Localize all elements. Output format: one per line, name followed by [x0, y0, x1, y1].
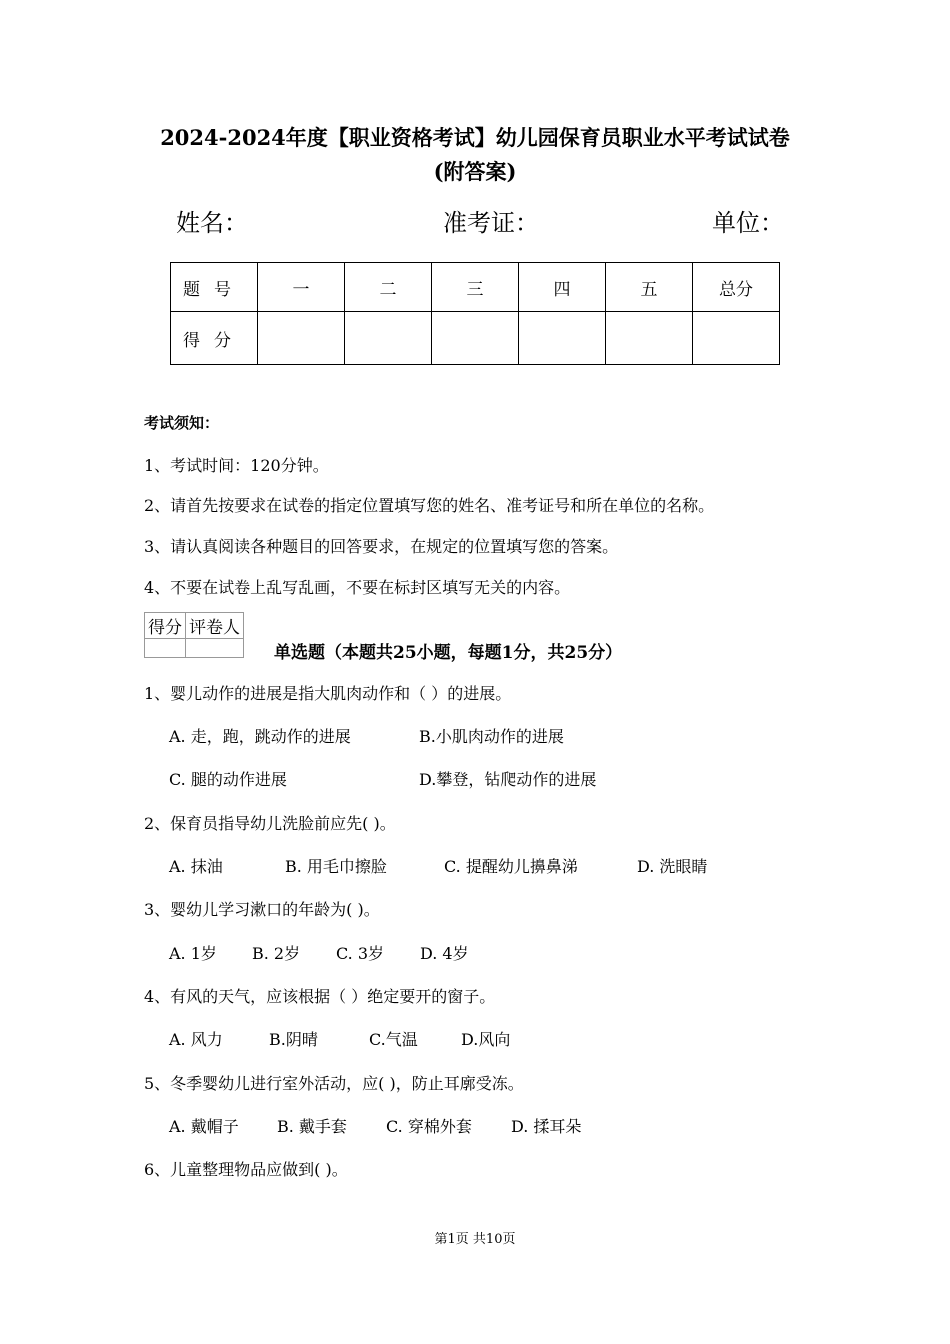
notice-heading: 考试须知：	[144, 414, 220, 432]
page-footer: 第1页 共10页	[434, 1232, 516, 1247]
answer-option[interactable]: C. 穿棉外套	[386, 1117, 472, 1136]
answer-option[interactable]: C. 提醒幼儿擤鼻涕	[444, 857, 578, 876]
exam-id-label: 准考证：	[443, 209, 539, 237]
exam-subtitle: (附答案)	[433, 159, 517, 184]
question-stem: 6、儿童整理物品应做到( )。	[144, 1160, 348, 1179]
score-blank-cell[interactable]	[606, 312, 693, 365]
answer-option[interactable]: A. 戴帽子	[169, 1117, 239, 1136]
exam-title: 2024-2024年度【职业资格考试】幼儿园保育员职业水平考试试卷	[160, 125, 790, 150]
score-table	[170, 262, 780, 365]
score-blank-cell[interactable]	[345, 312, 432, 365]
score-table-cell: 二	[345, 263, 432, 312]
unit-label: 单位：	[712, 209, 784, 237]
answer-option[interactable]: D. 洗眼睛	[637, 857, 708, 876]
score-table-cell: 五	[606, 263, 693, 312]
score-table-header-row	[171, 263, 780, 312]
grader-box	[144, 612, 244, 658]
question-stem: 5、冬季婴幼儿进行室外活动，应( )，防止耳廓受冻。	[144, 1074, 524, 1093]
notice-item: 1、考试时间：120分钟。	[144, 456, 329, 475]
answer-option[interactable]: C. 3岁	[336, 944, 385, 963]
question-stem: 4、有风的天气，应该根据（ ）绝定要开的窗子。	[144, 987, 496, 1006]
answer-option[interactable]: A. 1岁	[169, 944, 217, 963]
answer-option[interactable]: D. 揉耳朵	[511, 1117, 582, 1136]
question-stem: 2、保育员指导幼儿洗脸前应先( )。	[144, 814, 396, 833]
section-title: 单选题（本题共25小题，每题1分，共25分）	[274, 643, 623, 663]
grader-name-label: 评卷人	[186, 613, 244, 639]
notice-item: 4、不要在试卷上乱写乱画，不要在标封区填写无关的内容。	[144, 578, 571, 597]
score-table-cell: 四	[519, 263, 606, 312]
score-table-cell: 题号	[171, 263, 258, 312]
answer-option[interactable]: A. 抹油	[169, 857, 223, 876]
answer-option[interactable]: D.攀登，钻爬动作的进展	[419, 770, 597, 789]
score-table-cell: 总分	[693, 263, 780, 312]
score-table-cell: 得分	[171, 312, 258, 365]
notice-item: 3、请认真阅读各种题目的回答要求，在规定的位置填写您的答案。	[144, 537, 619, 556]
answer-option[interactable]: D. 4岁	[420, 944, 469, 963]
name-label: 姓名：	[176, 209, 248, 237]
score-blank-cell[interactable]	[519, 312, 606, 365]
grader-name-blank[interactable]	[186, 639, 244, 658]
answer-option[interactable]: C. 腿的动作进展	[169, 770, 287, 789]
question-stem: 1、婴儿动作的进展是指大肌肉动作和（ ）的进展。	[144, 684, 512, 703]
grader-score-label: 得分	[145, 613, 186, 639]
score-table-cell: 三	[432, 263, 519, 312]
answer-option[interactable]: B. 2岁	[252, 944, 301, 963]
score-table-cell: 一	[258, 263, 345, 312]
notice-item: 2、请首先按要求在试卷的指定位置填写您的姓名、准考证号和所在单位的名称。	[144, 496, 715, 515]
answer-option[interactable]: A. 走，跑，跳动作的进展	[169, 727, 351, 746]
score-blank-cell[interactable]	[432, 312, 519, 365]
answer-option[interactable]: D.风向	[461, 1030, 511, 1049]
grader-score-blank[interactable]	[145, 639, 186, 658]
score-blank-cell[interactable]	[258, 312, 345, 365]
answer-option[interactable]: B.小肌肉动作的进展	[419, 727, 564, 746]
score-blank-cell[interactable]	[693, 312, 780, 365]
answer-option[interactable]: A. 风力	[169, 1030, 223, 1049]
answer-option[interactable]: B. 戴手套	[277, 1117, 347, 1136]
answer-option[interactable]: B. 用毛巾擦脸	[285, 857, 387, 876]
score-table-score-row	[171, 312, 780, 365]
answer-option[interactable]: C.气温	[369, 1030, 418, 1049]
question-stem: 3、婴幼儿学习漱口的年龄为( )。	[144, 900, 380, 919]
answer-option[interactable]: B.阴晴	[269, 1030, 318, 1049]
